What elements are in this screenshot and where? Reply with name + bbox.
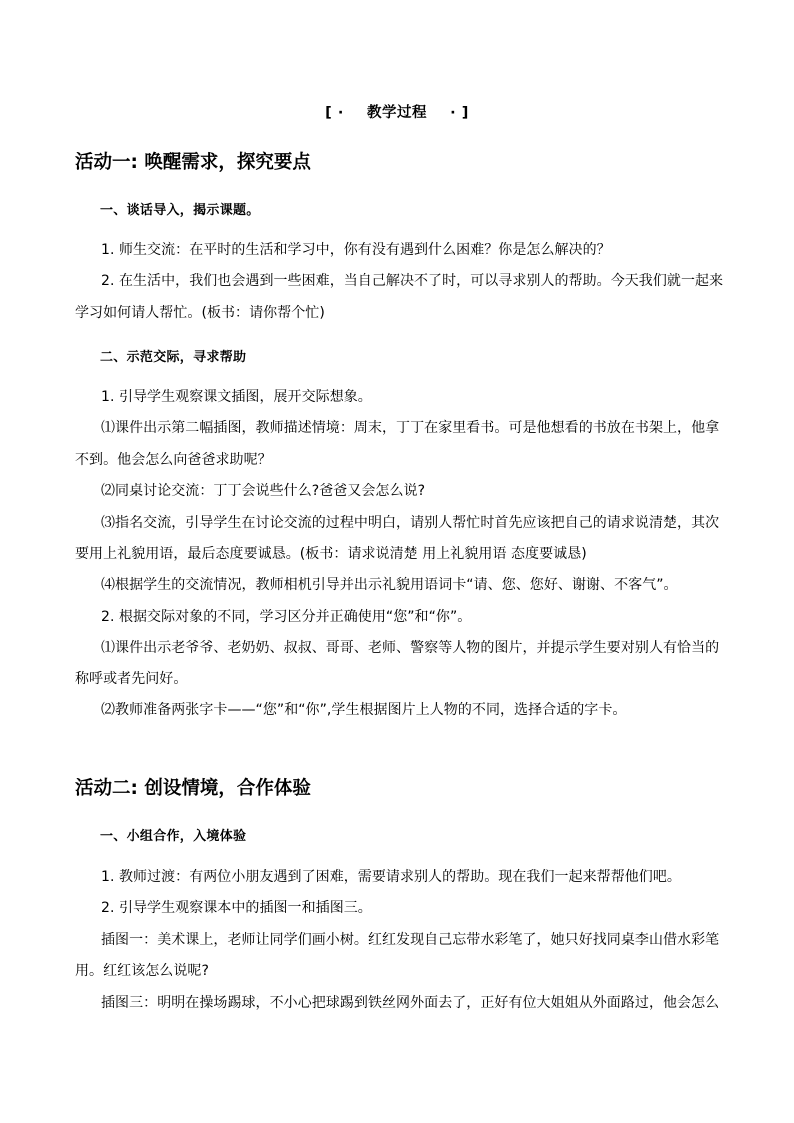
title-dot-left: · — [337, 105, 344, 121]
title-dot-right: · — [450, 105, 457, 121]
paragraph-line: ⑷根据学生的交流情况，教师相机引导并出示礼貌用语词卡“请、您、您好、谢谢、不客气”。 — [101, 577, 678, 593]
paragraph-line: 1. 师生交流：在平时的生活和学习中，你有没有遇到什么困难？你是怎么解决的？ — [101, 242, 611, 258]
paragraph-line: 2. 引导学生观察课本中的插图一和插图三。 — [101, 900, 372, 916]
paragraph-line: 2. 根据交际对象的不同，学习区分并正确使用“您”和“你”。 — [101, 609, 472, 625]
paragraph-line: ⑵教师准备两张字卡——“您”和“你”,学生根据图片上人物的不同，选择合适的字卡。 — [101, 702, 627, 718]
paragraph-line: ⑴课件出示第二幅插图，教师描述情境：周末，丁丁在家里看书。可是他想看的书放在书架上，他拿 — [101, 420, 720, 436]
paragraph-line: 称呼或者先问好。 — [75, 671, 188, 687]
paragraph-line: ⑵同桌讨论交流：丁丁会说些什么?爸爸又会怎么说? — [101, 483, 426, 499]
paragraph-line: 插图三：明明在操场踢球，不小心把球踢到铁丝网外面去了，正好有位大姐姐从外面路过，他会怎么 — [101, 995, 720, 1011]
activity2-heading: 活动二: 创设情境，合作体验 — [75, 778, 311, 799]
paragraph-line: ⑶指名交流，引导学生在讨论交流的过程中明白，请别人帮忙时首先应该把自己的请求说清楚，其次 — [101, 515, 720, 531]
paragraph-line: 要用上礼貌用语，最后态度要诚恳。(板书：请求说清楚 用上礼貌用语 态度要诚恳) — [75, 546, 587, 562]
bracket-close: ] — [461, 105, 469, 121]
paragraph-line: 2. 在生活中，我们也会遇到一些困难，当自己解决不了时，可以寻求别人的帮助。今天我们就一起来 — [101, 273, 724, 289]
activity1-heading: 活动一: 唤醒需求，探究要点 — [75, 152, 311, 173]
activity2-section1-heading: 一、小组合作，入境体验 — [100, 829, 247, 844]
paragraph-line: 1. 教师过渡：有两位小朋友遇到了困难，需要请求别人的帮助。现在我们一起来帮帮他们吧。 — [101, 869, 681, 885]
activity1-section1-heading: 一、谈话导入，揭示课题。 — [100, 203, 260, 218]
paragraph-line: 1. 引导学生观察课文插图，展开交际想象。 — [101, 389, 372, 405]
paragraph-line: 插图一：美术课上，老师让同学们画小树。红红发现自己忘带水彩笔了，她只好找同桌李山借水彩笔 — [101, 932, 720, 948]
bracket-open: [ — [325, 105, 333, 121]
activity1-section2-heading: 二、示范交际，寻求帮助 — [100, 350, 247, 365]
paragraph-line: ⑴课件出示老爷爷、老奶奶、叔叔、哥哥、老师、警察等人物的图片，并提示学生要对别人有恰当的 — [101, 640, 720, 656]
paragraph-line: 学习如何请人帮忙。(板书：请你帮个忙) — [75, 305, 325, 321]
paragraph-line: 用。红红该怎么说呢? — [75, 963, 209, 979]
page-title — [0, 101, 794, 122]
title-text: 教学过程 — [367, 105, 427, 121]
paragraph-line: 不到。他会怎么向爸爸求助呢？ — [75, 452, 272, 468]
